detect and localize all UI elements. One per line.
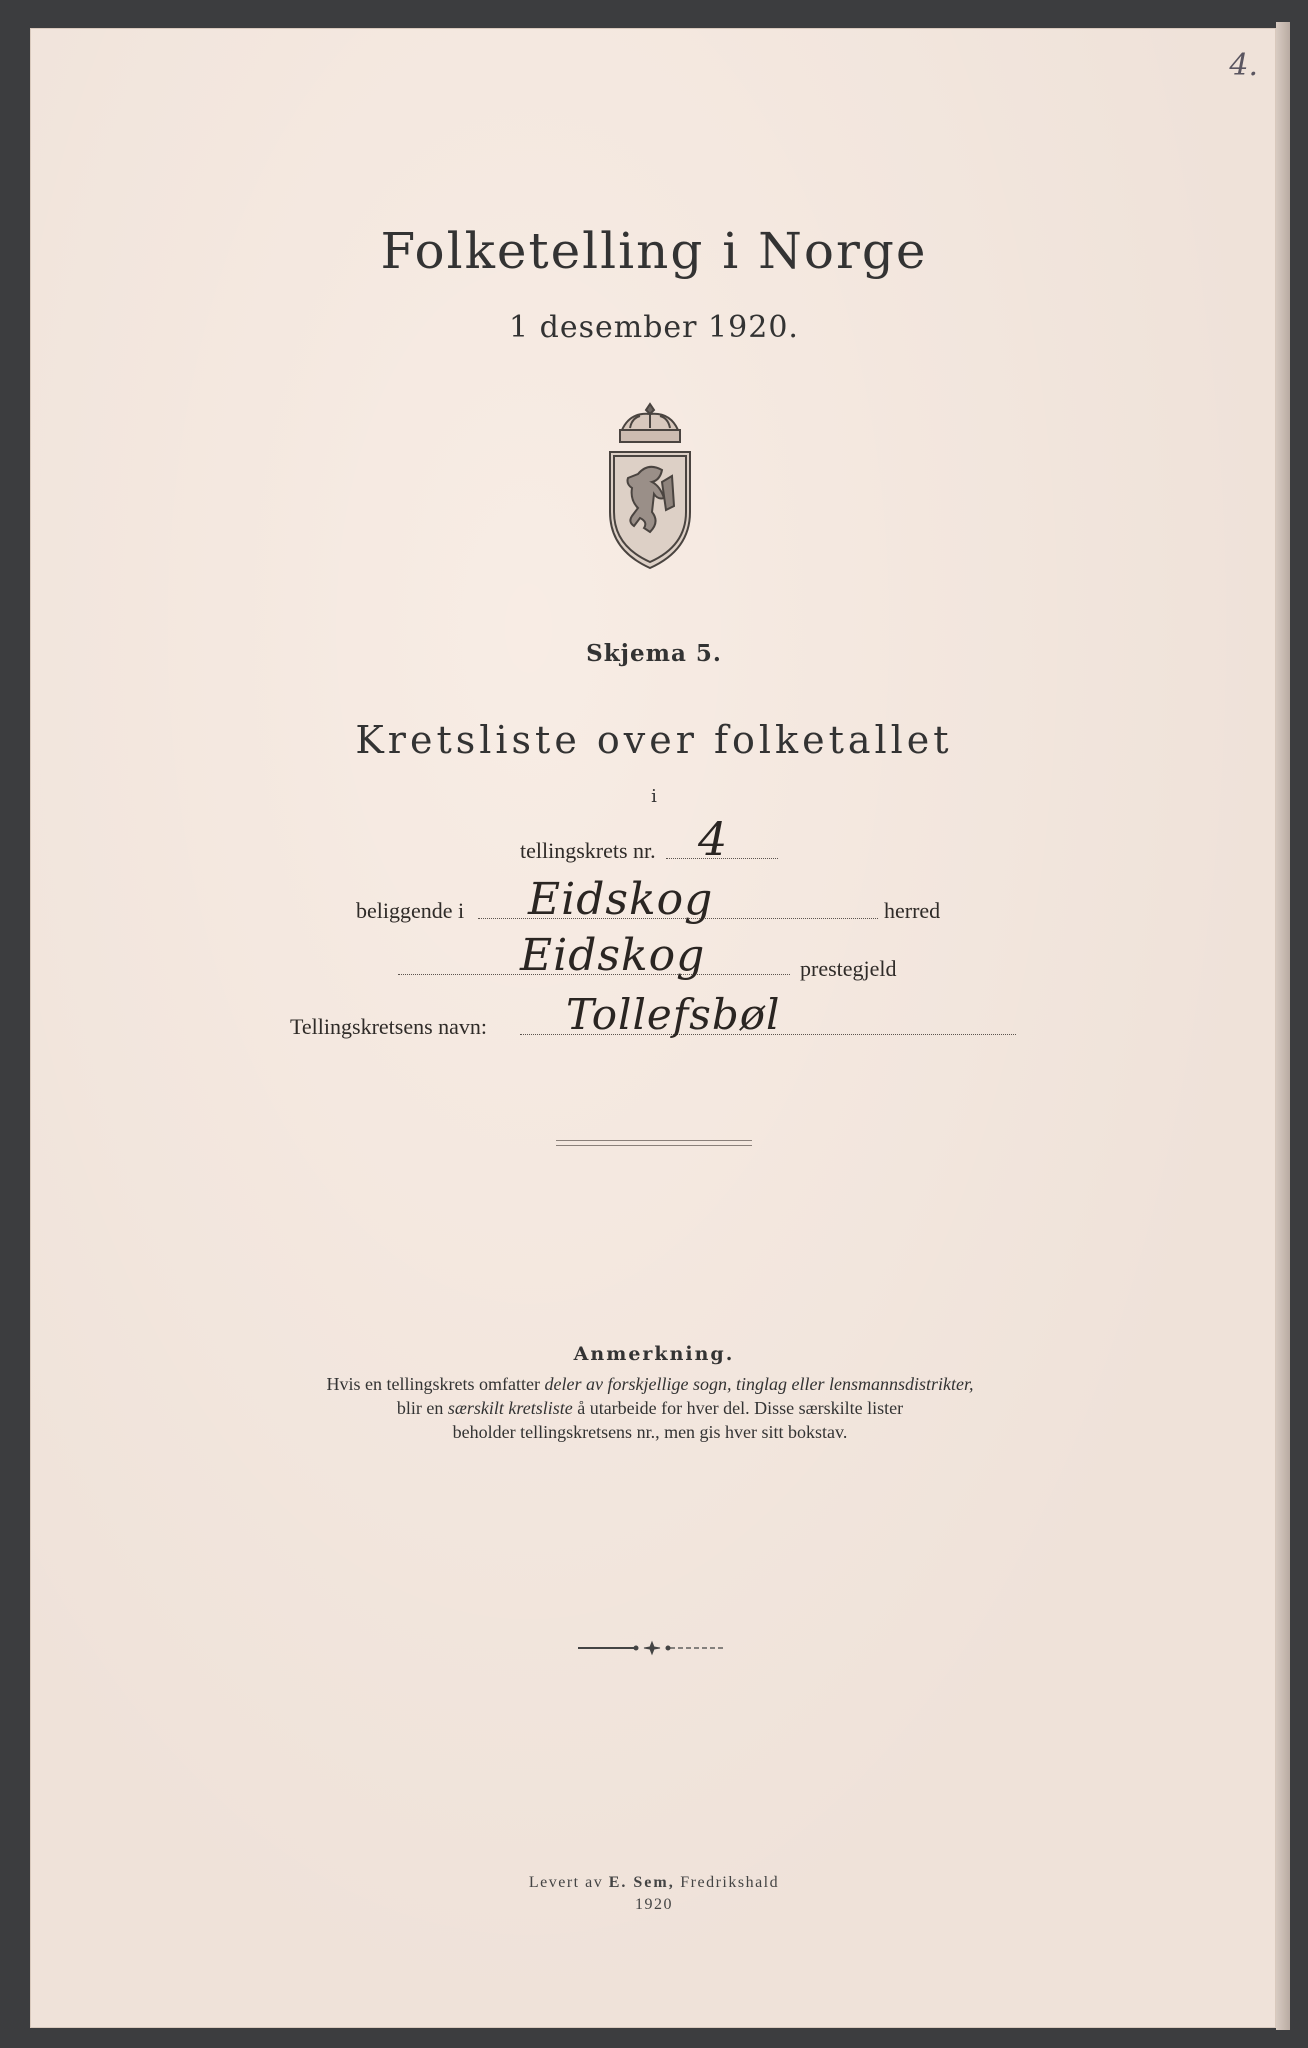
district-number-label: tellingskrets nr. [520, 838, 656, 863]
ornament-icon [576, 1640, 728, 1656]
note-line-3: beholder tellingskretsens nr., men gis hver sitt bokstav. [452, 1422, 848, 1442]
coat-of-arms-icon [600, 402, 700, 572]
located-in-value: Eidskog [528, 874, 714, 925]
district-number-value: 4 [698, 812, 729, 866]
note-line-2-a: blir en [396, 1398, 444, 1418]
district-name-label: Tellingskretsens navn: [290, 1014, 488, 1039]
printer-credit [0, 1874, 1308, 1892]
page-subtitle: 1 desember 1920. [509, 310, 799, 345]
form-heading: Kretsliste over folketallet [355, 718, 953, 762]
heading-connector: i [651, 786, 657, 807]
note-line-1-a: Hvis en tellingskrets omfatter [326, 1374, 540, 1394]
parish-value: Eidskog [520, 930, 706, 981]
note-line-1-b: deler av forskjellige sogn, tinglag eller lensmannsdistrikter, [544, 1374, 974, 1394]
schema-label: Skjema 5. [586, 640, 722, 667]
printer-year: 1920 [635, 1896, 673, 1913]
note-line-2-c: å utarbeide for hver del. Disse særskilte lister [577, 1398, 904, 1418]
district-name-value: Tollefsbøl [566, 990, 781, 1039]
note-title: Anmerkning. [573, 1343, 735, 1365]
note-line-1 [200, 1372, 1100, 1396]
note-line-2 [200, 1396, 1100, 1420]
herred-label: herred [884, 898, 941, 923]
section-divider [556, 1140, 752, 1146]
note-line-2-b: særskilt kretsliste [447, 1398, 573, 1418]
located-in-label: beliggende i [356, 898, 465, 923]
page-number: 4. [1229, 48, 1258, 83]
page-title: Folketelling i Norge [380, 222, 928, 280]
parish-label: prestegjeld [800, 956, 897, 981]
printer-name: E. Sem, [608, 1874, 675, 1891]
printer-prefix: Levert av [528, 1874, 604, 1891]
printer-place: Fredrikshald [680, 1874, 780, 1891]
